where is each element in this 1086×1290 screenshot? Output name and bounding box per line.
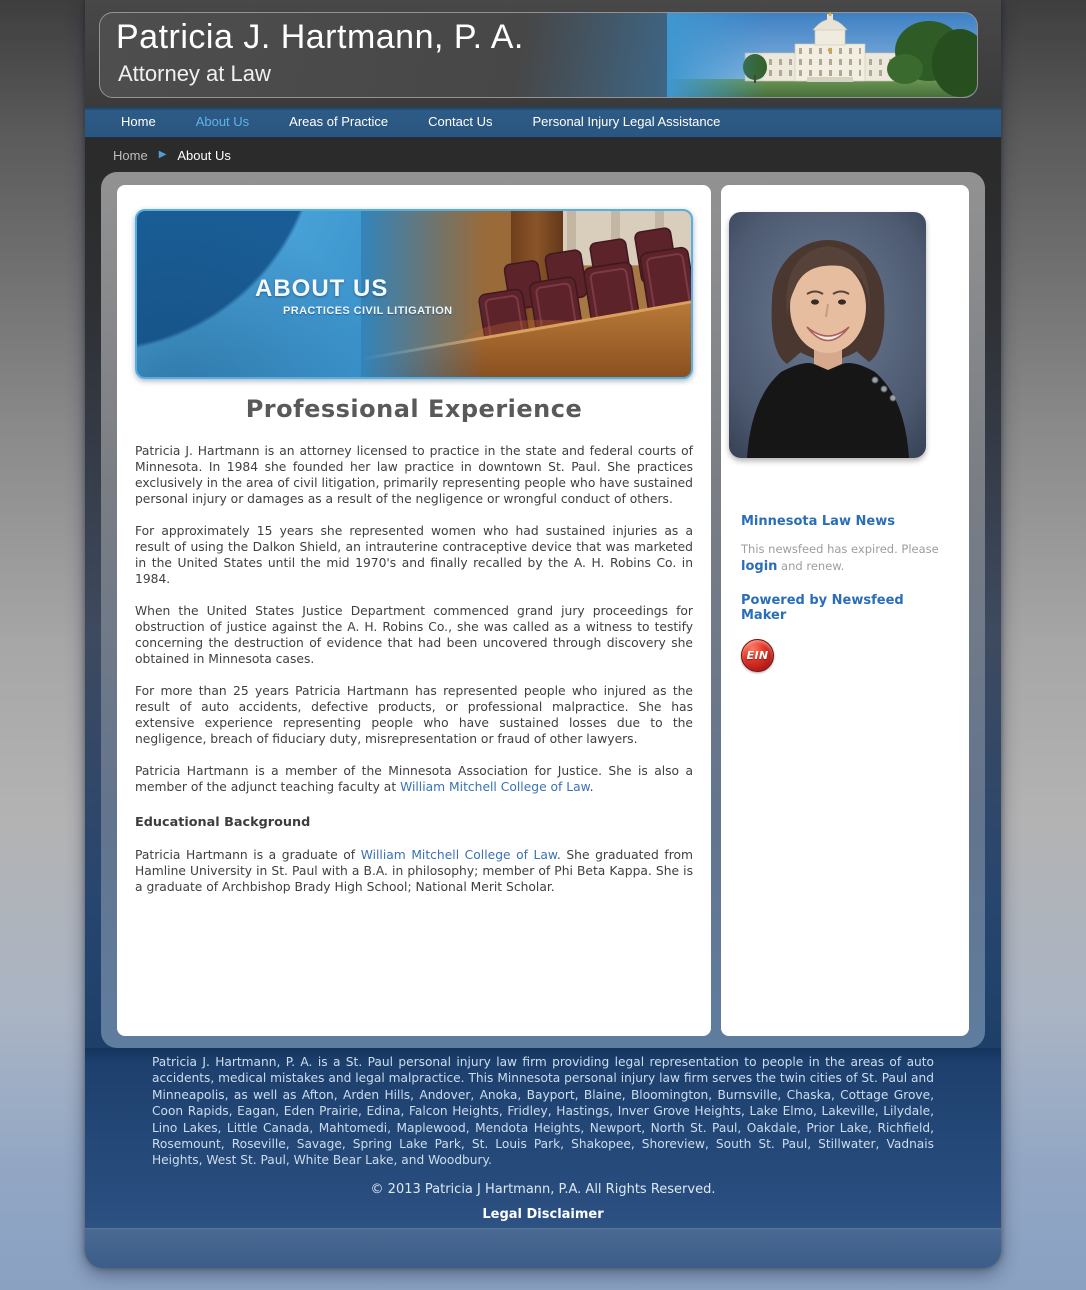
article-paragraph: [135, 443, 693, 507]
paragraph-text: .: [589, 780, 594, 794]
breadcrumb: [85, 138, 1001, 172]
footer-description: Patricia J. Hartmann, P. A. is a St. Paul personal injury law firm providing legal representation to people in the areas of auto accidents, medical mistakes and legal malpractice. This Minnesota personal injury law firm serves the twin cities of St. Paul and Minneapolis, as well as Afton, Arden Hills, Andover, Anoka, Bayport, Blaine, Bloomington, Burnsville, Chaska, Cottage Grove, Coon Rapids, Eagan, Eden Prairie, Edina, Falcon Heights, Fridley, Hastings, Inver Grove Heights, Lake Elmo, Lakeville, Lilydale, Lino Lakes, Little Canada, Mahtomedi, Maplewood, Mendota Heights, Newport, North St. Paul, Oakdale, Prior Lake, Richfield, Rosemount, Roseville, Savage, Spring Lake Park, St. Louis Park, Shakopee, Shoreview, South St. Paul, Stillwater, Vadnais Heights, West St. Paul, White Bear Lake, and Woodbury.: [152, 1055, 934, 1168]
newsfeed-section: [741, 514, 949, 672]
content-wrapper: [101, 172, 985, 1048]
paragraph-text: When the United States Justice Department commenced grand jury proceedings for obstruction of justice against the A. H. Robins Co., she was called as a witness to testify concerning the destruction of evidence that had been uncovered through discovery she obtained in Minnesota cases.: [135, 604, 693, 666]
nav-item-personal-injury-legal-assistance[interactable]: Personal Injury Legal Assistance: [532, 114, 721, 129]
legal-disclaimer-link[interactable]: Legal Disclaimer: [482, 1206, 604, 1222]
footer-inner: [85, 1048, 1001, 1228]
article-paragraph: [135, 847, 693, 895]
footer-bottom-band: [85, 1228, 1001, 1268]
paragraph-text: Patricia Hartmann is a member of the Minnesota Association for Justice. She is also a member of the adjunct teaching faculty at: [135, 764, 693, 794]
capitol-building-photo: [667, 13, 977, 97]
breadcrumb-item-about-us: About Us: [177, 147, 231, 163]
inline-link[interactable]: William Mitchell College of Law: [360, 848, 557, 862]
section-heading: Educational Background: [135, 815, 311, 830]
page-title: Professional Experience: [245, 395, 583, 423]
paragraph-text: Patricia Hartmann is a graduate of: [135, 848, 361, 862]
site-container: [85, 0, 1001, 1268]
paragraph-text: . She graduated from Hamline University in St. Paul with a B.A. in philosophy; member of Phi Beta Kappa. She is a graduate of Archbishop Brady High School; National Merit Scholar.: [135, 848, 693, 894]
paragraph-text: For more than 25 years Patricia Hartmann has represented people who injured as the result of auto accidents, defective products, or professional malpractice. She has extensive experience representing people who have sustained losses due to the negligence, breach of fiduciary duty, misrepresentation or fraud of other lawyers.: [135, 684, 693, 746]
site-footer: [85, 1048, 1001, 1268]
article-paragraph: [135, 523, 693, 587]
copyright-text: © 2013 Patricia J Hartmann, P.A. All Rights Reserved.: [370, 1181, 716, 1197]
article-paragraph: [135, 683, 693, 747]
login-link[interactable]: login: [741, 559, 778, 574]
powered-by-link[interactable]: Powered by Newsfeed Maker: [741, 593, 904, 623]
article-body: [135, 443, 693, 895]
site-title: Patricia J. Hartmann, P. A.: [116, 18, 524, 56]
site-header: [85, 0, 1001, 107]
article-paragraph: [135, 603, 693, 667]
nav-list: [85, 107, 1001, 137]
site-logo-box: [99, 12, 978, 98]
nav-item-areas-of-practice[interactable]: Areas of Practice: [289, 114, 389, 129]
banner-title: ABOUT US: [255, 275, 389, 302]
sidebar-panel: [721, 185, 969, 1036]
breadcrumb-item-home[interactable]: Home: [113, 147, 148, 163]
inline-link[interactable]: William Mitchell College of Law: [400, 780, 590, 794]
content-area: [85, 172, 1001, 1048]
expired-line1: This newsfeed has expired. Please: [741, 542, 939, 556]
newsfeed-expired-text: [741, 541, 949, 575]
main-content-panel: [117, 185, 711, 1036]
paragraph-text: Patricia J. Hartmann is an attorney licensed to practice in the state and federal courts of Minnesota. In 1984 she founded her law practice in downtown St. Paul. She practices exclusively in the area of civil litigation, primarily representing people who have sustained personal injury or damages as a result of the negligence or wrongful conduct of others.: [135, 444, 693, 506]
about-us-banner: [135, 209, 693, 379]
expired-line2: and renew.: [777, 559, 845, 573]
attorney-portrait-photo: [729, 212, 926, 458]
ein-badge-label: EIN: [746, 649, 769, 662]
nav-item-about-us[interactable]: About Us: [195, 114, 250, 129]
banner-subtitle: PRACTICES CIVIL LITIGATION: [283, 305, 453, 317]
breadcrumb-trail: [113, 148, 231, 163]
ein-badge[interactable]: [741, 639, 774, 672]
article-paragraph: [135, 763, 693, 795]
courtroom-photo: [361, 211, 691, 377]
nav-item-home[interactable]: Home: [121, 114, 156, 129]
main-nav: [85, 107, 1001, 138]
paragraph-text: For approximately 15 years she represented women who had sustained injuries as a result of using the Dalkon Shield, an intrauterine contraceptive device that was marketed in the United States until the mid 1970's and finally recalled by the A. H. Robins Co. in 1984.: [135, 524, 693, 586]
site-subtitle: Attorney at Law: [118, 61, 271, 86]
nav-item-contact-us[interactable]: Contact Us: [428, 114, 493, 129]
news-feed-title-link[interactable]: Minnesota Law News: [741, 514, 895, 529]
breadcrumb-arrow-icon: ▶: [158, 149, 167, 160]
